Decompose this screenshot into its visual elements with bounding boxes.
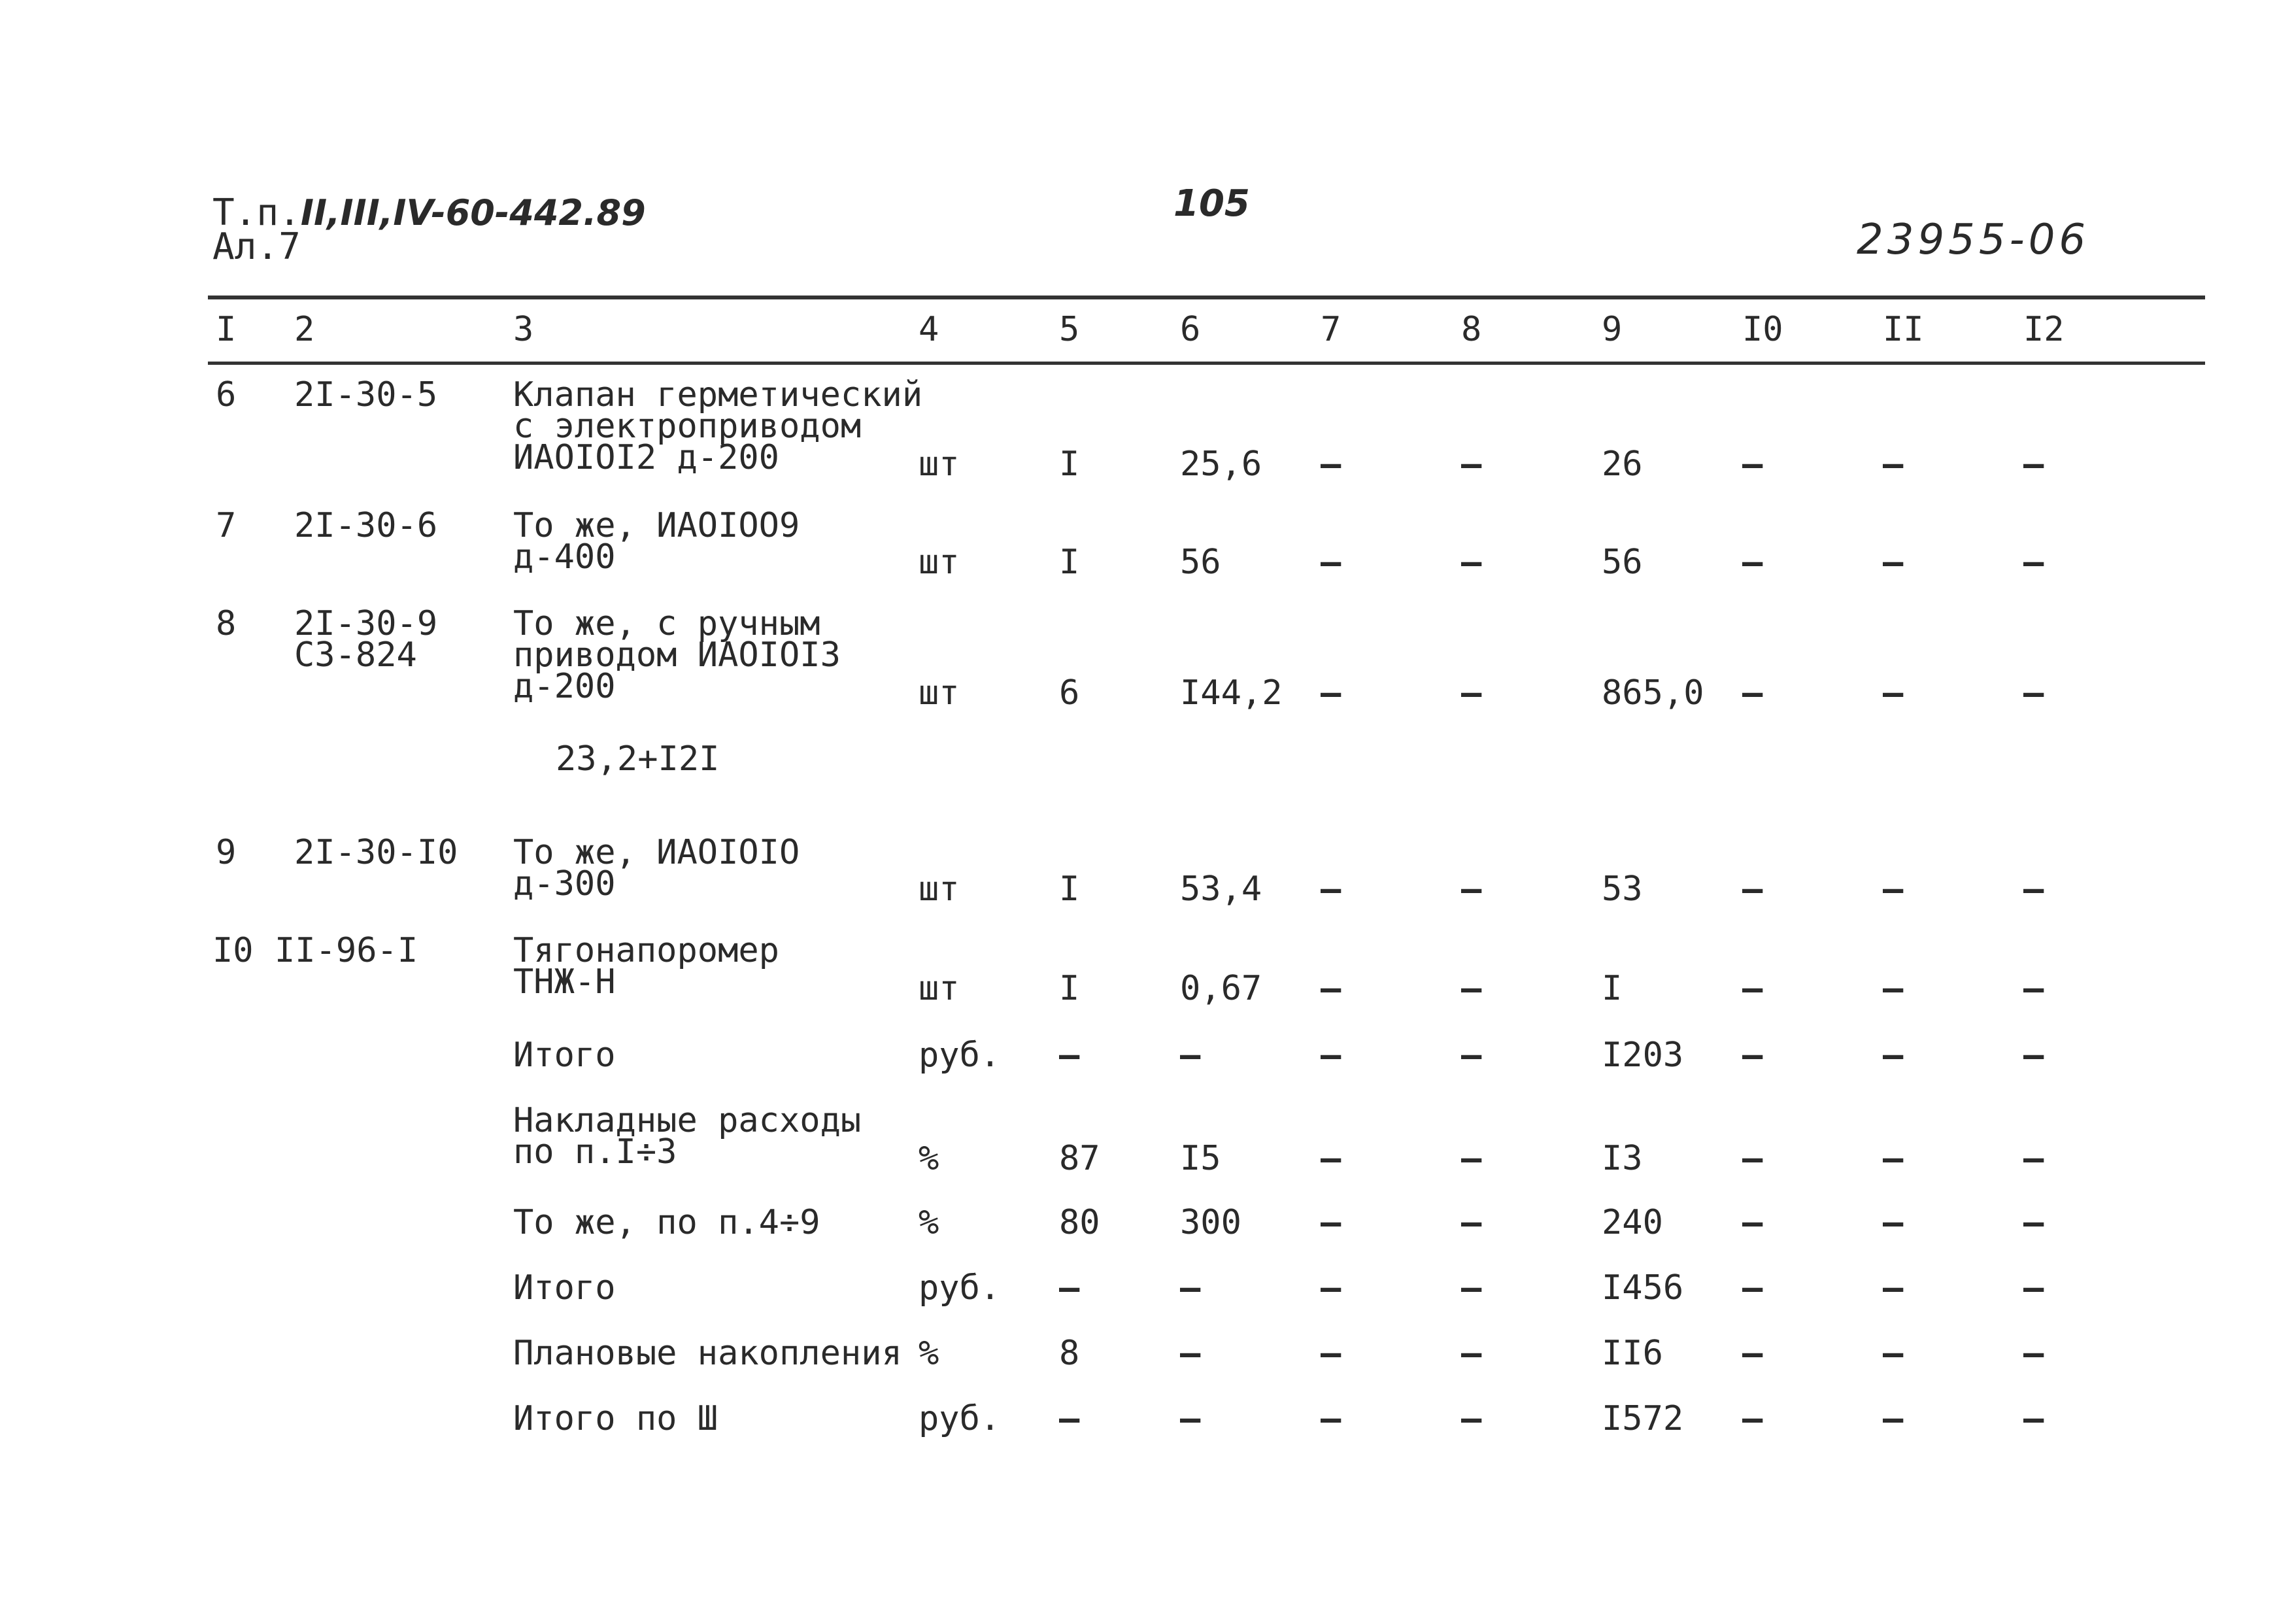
row-value-5: – bbox=[1059, 1268, 1080, 1308]
row-description: Итого bbox=[513, 1036, 616, 1075]
row-unit: шт bbox=[919, 673, 960, 713]
row-value-7: – bbox=[1321, 870, 1341, 909]
page-number: 105 bbox=[1173, 182, 1250, 225]
row-value-9: I bbox=[1602, 969, 1623, 1008]
row-value-7: – bbox=[1321, 1268, 1341, 1308]
row-value-10: – bbox=[1742, 445, 1763, 484]
column-header-3: 3 bbox=[513, 310, 534, 349]
row-value-9: 865,0 bbox=[1602, 673, 1704, 713]
row-unit: % bbox=[919, 1334, 939, 1373]
row-value-11: – bbox=[1883, 1399, 1904, 1438]
row-value-7: – bbox=[1321, 1139, 1341, 1178]
row-value-6: I5 bbox=[1180, 1139, 1221, 1178]
row-value-7: – bbox=[1321, 673, 1341, 713]
row-value-8: – bbox=[1461, 1139, 1482, 1178]
row-value-8: – bbox=[1461, 969, 1482, 1008]
row-unit: шт bbox=[919, 543, 960, 582]
row-value-5: I bbox=[1059, 969, 1080, 1008]
row-value-11: – bbox=[1883, 673, 1904, 713]
column-header-6: 6 bbox=[1180, 310, 1201, 349]
row-value-10: – bbox=[1742, 1203, 1763, 1242]
row-number: I0 bbox=[212, 931, 254, 970]
column-header-9: 9 bbox=[1602, 310, 1623, 349]
row-code: 2I-30-5 bbox=[294, 375, 438, 414]
row-value-7: – bbox=[1321, 969, 1341, 1008]
row-description: д-300 bbox=[513, 864, 616, 904]
row-value-9: 56 bbox=[1602, 543, 1643, 582]
row-value-8: – bbox=[1461, 1203, 1482, 1242]
row-code: С3-824 bbox=[294, 635, 417, 675]
row-value-7: – bbox=[1321, 1036, 1341, 1075]
row-value-5: – bbox=[1059, 1036, 1080, 1075]
row-value-8: – bbox=[1461, 870, 1482, 909]
row-value-12: – bbox=[2023, 1036, 2044, 1075]
row-value-9: 26 bbox=[1602, 445, 1643, 484]
row-unit: руб. bbox=[919, 1399, 1001, 1438]
column-header-11: II bbox=[1883, 310, 1924, 349]
row-value-5: 87 bbox=[1059, 1139, 1100, 1178]
row-value-11: – bbox=[1883, 543, 1904, 582]
inventory-number: 23955-06 bbox=[1857, 216, 2090, 264]
row-value-9: I456 bbox=[1602, 1268, 1684, 1308]
row-description: с электроприводом bbox=[513, 407, 862, 446]
row-value-5: 6 bbox=[1059, 673, 1080, 713]
row-value-7: – bbox=[1321, 1399, 1341, 1438]
row-value-12: – bbox=[2023, 1334, 2044, 1373]
row-value-10: – bbox=[1742, 1036, 1763, 1075]
row-value-5: I bbox=[1059, 870, 1080, 909]
row-value-12: – bbox=[2023, 969, 2044, 1008]
row-value-10: – bbox=[1742, 1139, 1763, 1178]
column-header-12: I2 bbox=[2023, 310, 2065, 349]
row-value-10: – bbox=[1742, 543, 1763, 582]
row-value-9: I203 bbox=[1602, 1036, 1684, 1075]
row-value-8: – bbox=[1461, 673, 1482, 713]
doc-ref-roman: II,III,IV bbox=[300, 192, 431, 233]
row-unit: % bbox=[919, 1203, 939, 1242]
row-value-6: 0,67 bbox=[1180, 969, 1262, 1008]
row-description: Итого bbox=[513, 1268, 616, 1308]
row-code: 2I-30-9 bbox=[294, 604, 438, 643]
row-value-6: 25,6 bbox=[1180, 445, 1262, 484]
row-value-9: 240 bbox=[1602, 1203, 1663, 1242]
row-description: по п.I÷3 bbox=[513, 1132, 677, 1172]
row-value-12: – bbox=[2023, 870, 2044, 909]
row-value-5: – bbox=[1059, 1399, 1080, 1438]
row-description: Накладные расходы bbox=[513, 1101, 862, 1140]
row-value-6: – bbox=[1180, 1036, 1201, 1075]
row-value-6: 300 bbox=[1180, 1203, 1241, 1242]
row-value-10: – bbox=[1742, 1399, 1763, 1438]
row-value-12: – bbox=[2023, 1203, 2044, 1242]
album-label: Ал.7 bbox=[212, 226, 301, 268]
row-description: Клапан герметический bbox=[513, 375, 923, 414]
row-value-9: I572 bbox=[1602, 1399, 1684, 1438]
row-value-9: II6 bbox=[1602, 1334, 1663, 1373]
column-header-4: 4 bbox=[919, 310, 939, 349]
row-description: Плановые накопления bbox=[513, 1334, 902, 1373]
row-note: 23,2+I2I bbox=[556, 739, 720, 779]
row-value-8: – bbox=[1461, 1036, 1482, 1075]
row-value-8: – bbox=[1461, 1399, 1482, 1438]
row-description: приводом ИАОIОI3 bbox=[513, 635, 841, 675]
row-value-11: – bbox=[1883, 1268, 1904, 1308]
row-value-7: – bbox=[1321, 1334, 1341, 1373]
row-value-12: – bbox=[2023, 673, 2044, 713]
row-unit: руб. bbox=[919, 1036, 1001, 1075]
row-value-12: – bbox=[2023, 543, 2044, 582]
row-value-11: – bbox=[1883, 1203, 1904, 1242]
row-value-11: – bbox=[1883, 1139, 1904, 1178]
row-value-9: I3 bbox=[1602, 1139, 1643, 1178]
column-header-7: 7 bbox=[1321, 310, 1341, 349]
row-value-7: – bbox=[1321, 445, 1341, 484]
row-unit: шт bbox=[919, 445, 960, 484]
row-description: То же, по п.4÷9 bbox=[513, 1203, 820, 1242]
row-value-8: – bbox=[1461, 1334, 1482, 1373]
row-description: д-200 bbox=[513, 667, 616, 706]
row-description: То же, ИАОIОО9 bbox=[513, 506, 800, 545]
row-number: 8 bbox=[216, 604, 237, 643]
row-code: 2I-30-6 bbox=[294, 506, 438, 545]
row-description: Итого по Ш bbox=[513, 1399, 718, 1438]
row-value-12: – bbox=[2023, 1268, 2044, 1308]
row-value-7: – bbox=[1321, 543, 1341, 582]
row-value-10: – bbox=[1742, 1268, 1763, 1308]
row-value-5: I bbox=[1059, 543, 1080, 582]
row-description: ТНЖ-Н bbox=[513, 962, 616, 1002]
row-description: То же, ИАОIОIО bbox=[513, 833, 800, 872]
column-header-8: 8 bbox=[1461, 310, 1482, 349]
column-header-10: I0 bbox=[1742, 310, 1783, 349]
row-value-5: 80 bbox=[1059, 1203, 1100, 1242]
row-value-7: – bbox=[1321, 1203, 1341, 1242]
row-value-11: – bbox=[1883, 445, 1904, 484]
row-value-10: – bbox=[1742, 870, 1763, 909]
row-unit: шт bbox=[919, 969, 960, 1008]
row-code: II-96-I bbox=[275, 931, 418, 970]
row-value-8: – bbox=[1461, 445, 1482, 484]
row-value-6: 56 bbox=[1180, 543, 1221, 582]
table-top-rule bbox=[208, 296, 2205, 299]
doc-ref-prefix: Т.п. bbox=[212, 192, 301, 234]
table-header-rule bbox=[208, 362, 2205, 365]
row-unit: шт bbox=[919, 870, 960, 909]
row-code: 2I-30-I0 bbox=[294, 833, 458, 872]
row-value-8: – bbox=[1461, 543, 1482, 582]
row-value-6: 53,4 bbox=[1180, 870, 1262, 909]
row-value-11: – bbox=[1883, 1036, 1904, 1075]
column-header-5: 5 bbox=[1059, 310, 1080, 349]
row-number: 7 bbox=[216, 506, 237, 545]
row-value-6: – bbox=[1180, 1399, 1201, 1438]
row-value-9: 53 bbox=[1602, 870, 1643, 909]
row-value-5: I bbox=[1059, 445, 1080, 484]
row-value-11: – bbox=[1883, 1334, 1904, 1373]
row-number: 6 bbox=[216, 375, 237, 414]
row-value-6: – bbox=[1180, 1268, 1201, 1308]
row-value-10: – bbox=[1742, 1334, 1763, 1373]
row-value-10: – bbox=[1742, 673, 1763, 713]
row-value-11: – bbox=[1883, 870, 1904, 909]
row-value-8: – bbox=[1461, 1268, 1482, 1308]
row-value-6: I44,2 bbox=[1180, 673, 1283, 713]
row-value-12: – bbox=[2023, 1399, 2044, 1438]
row-description: То же, с ручным bbox=[513, 604, 820, 643]
column-header-2: 2 bbox=[294, 310, 315, 349]
row-description: д-400 bbox=[513, 537, 616, 577]
row-number: 9 bbox=[216, 833, 237, 872]
row-value-11: – bbox=[1883, 969, 1904, 1008]
row-unit: % bbox=[919, 1139, 939, 1178]
row-description: Тягонапоромер bbox=[513, 931, 779, 970]
row-value-10: – bbox=[1742, 969, 1763, 1008]
row-unit: руб. bbox=[919, 1268, 1001, 1308]
row-description: ИАОIОI2 д-200 bbox=[513, 438, 779, 477]
row-value-12: – bbox=[2023, 445, 2044, 484]
column-header-1: I bbox=[216, 310, 237, 349]
doc-ref-suffix: -60-442.89 bbox=[431, 192, 646, 233]
row-value-5: 8 bbox=[1059, 1334, 1080, 1373]
row-value-12: – bbox=[2023, 1139, 2044, 1178]
row-value-6: – bbox=[1180, 1334, 1201, 1373]
